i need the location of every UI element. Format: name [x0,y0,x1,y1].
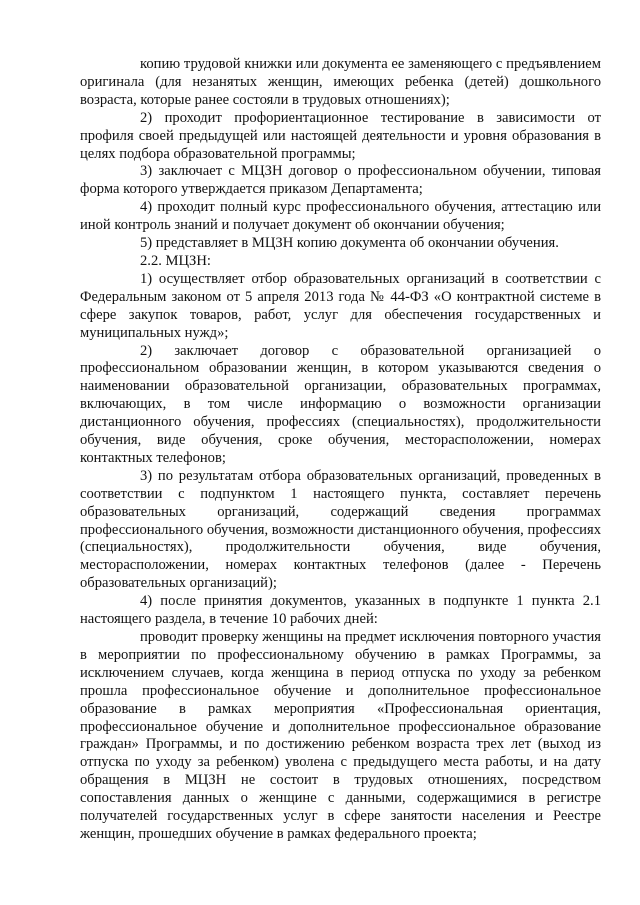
paragraph-verification: проводит проверку женщины на предмет исключения повторного участия в мероприятии по профессиональному обучению в рамках Программы, за исключением случаев, когда женщина в период отпуска по уходу за ребенком прошла профессиональное обучение и дополнительное профессиональное образование в рамках мероприятия «Профессиональная ориентация, профессиональное обучение и дополнительное профессиональное образование граждан» Программы, и по достижению ребенком возраста трех лет (выход из отпуска по уходу за ребенком) уволена с предыдущего места работы, и на дату обращения в МЦЗН не состоит в трудовых отношениях, посредством сопоставления данных о женщине с данными, содержащимися в регистре получателей государственных услуг в сфере занятости населения и Реестре женщин, прошедших обучение в рамках федерального проекта; [80,629,601,842]
paragraph-full-course: 4) проходит полный курс профессионального обучения, аттестацию или иной контроль знаний и получает документ об окончании обучения; [80,199,601,234]
paragraph-select-organizations: 1) осуществляет отбор образовательных организаций в соответствии с Федеральным законом от 5 апреля 2013 года № 44-ФЗ «О контрактной системе в сфере закупок товаров, работ, услуг для обеспечения государственных и муниципальных нужд»; [80,270,601,341]
paragraph-career-testing: 2) проходит профориентационное тестирование в зависимости от профиля своей предыдущей или настоящей деятельности и уровня образования в целях подбора образовательной программы; [80,109,601,162]
section-heading-2-2: 2.2. МЦЗН: [140,252,211,269]
paragraph-training-contract: 3) заключает с МЦЗН договор о профессиональном обучении, типовая форма которого утверждается приказом Департамента; [80,163,601,198]
document-page [80,56,601,844]
paragraph-education-contract: 2) заключает договор с образовательной организацией о профессиональном образовании женщин, в котором указываются сведения о наименовании образовательной организации, образовательных программах, включающих, в том числе информацию о возможности организации дистанционного обучения, профессиях (специальностях), продолжительности обучения, виде обучения, сроке обучения, месторасположении, номерах контактных телефонов; [80,342,601,466]
paragraph-submit-certificate: 5) представляет в МЦЗН копию документа об окончании обучения. [140,235,559,252]
paragraph-employment-record-copy: копию трудовой книжки или документа ее заменяющего с предъявлением оригинала (для незанятых женщин, имеющих ребенка (детей) дошкольного возраста, которые ранее состояли в трудовых отношениях); [80,56,601,108]
paragraph-organization-list: 3) по результатам отбора образовательных организаций, проведенных в соответствии с подпунктом 1 настоящего пункта, составляет перечень образовательных организаций, содержащий сведения программах профессионального обучения, возможности дистанционного обучения, профессиях (специальностях), продолжительности обучения, виде обучения, месторасположении, номерах контактных телефонов (далее - Перечень образовательных организаций); [80,467,601,592]
paragraph-after-documents: 4) после принятия документов, указанных в подпункте 1 пункта 2.1 настоящего раздела, в течение 10 рабочих дней: [80,593,601,628]
